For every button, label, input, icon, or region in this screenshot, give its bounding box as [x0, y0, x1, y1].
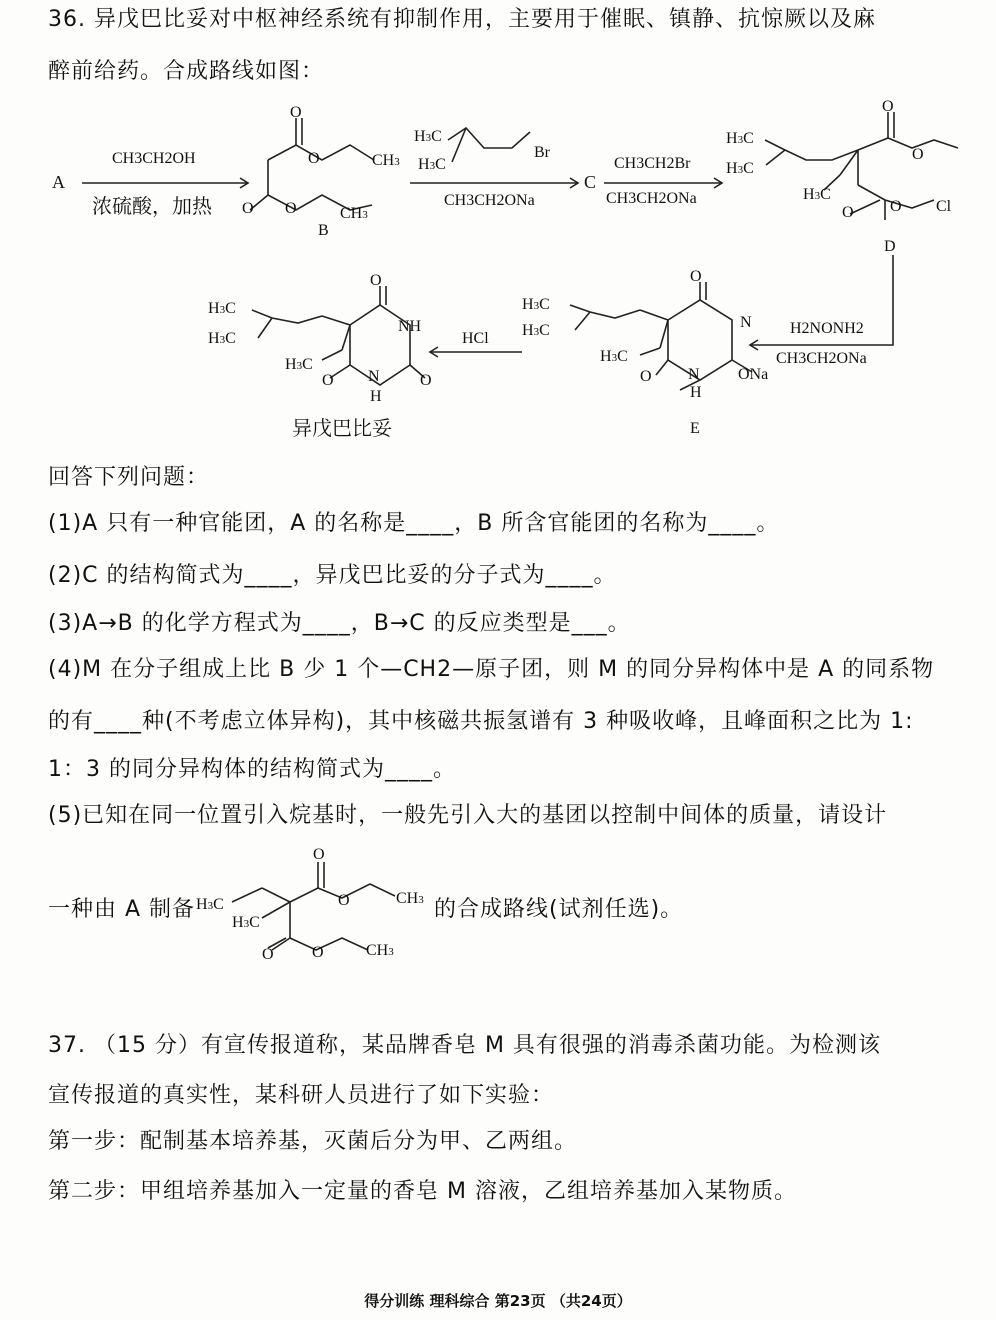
- T-H3C-mid: H3C: [232, 914, 260, 931]
- T-O-carbonyl2: O: [262, 946, 274, 963]
- P-O-top: O: [370, 272, 382, 289]
- q36-part1: (1)A 只有一种官能团，A 的名称是____，B 所含官能团的名称为____。: [48, 511, 780, 536]
- E-O-bottom: O: [640, 368, 652, 385]
- step1-reagent-bottom: 浓硫酸，加热: [92, 194, 212, 218]
- E-ONa: ONa: [738, 366, 769, 383]
- T-O-top: O: [313, 846, 325, 863]
- synthesis-scheme-drawing: [0, 0, 996, 460]
- D-O-ester1: O: [912, 146, 924, 163]
- T-O-ester2: O: [312, 944, 324, 961]
- page-footer: 得分训练 理科综合 第23页 （共24页）: [364, 1292, 632, 1310]
- label-C: C: [584, 172, 597, 192]
- q36-part5-prefix: 一种由 A 制备: [48, 897, 196, 922]
- T-CH3-right: CH3: [396, 890, 424, 907]
- q36-intro-line1: 36. 异戊巴比妥对中枢神经系统有抑制作用，主要用于催眠、镇静、抗惊厥以及麻: [48, 7, 876, 32]
- reagent-H3C-top: H3C: [414, 128, 442, 145]
- q36-prompt: 回答下列问题：: [48, 465, 210, 490]
- step1-reagent-top: CH3CH2OH: [112, 150, 196, 167]
- P-H3C-bottom: H3C: [285, 356, 313, 373]
- E-H3C-mid: H3C: [522, 322, 550, 339]
- q36-intro-line2: 醉前给药。合成路线如图：: [48, 59, 325, 84]
- E-H: H: [690, 384, 702, 401]
- P-N-bottom: N: [368, 368, 380, 385]
- B-ester-O1: O: [308, 150, 320, 167]
- B-ester-O2: O: [285, 200, 297, 217]
- reagent-H3C-bottom: H3C: [418, 156, 446, 173]
- q37-step1: 第一步：配制基本培养基，灭菌后分为甲、乙两组。: [48, 1129, 578, 1154]
- P-H3C-mid: H3C: [208, 330, 236, 347]
- E-N-bottom: N: [688, 366, 700, 383]
- label-D: D: [884, 238, 896, 255]
- P-H3C-top: H3C: [208, 300, 236, 317]
- q37-step2: 第二步：甲组培养基加入一定量的香皂 M 溶液，乙组培养基加入某物质。: [48, 1179, 797, 1204]
- q36-part5-line1: (5)已知在同一位置引入烷基时，一般先引入大的基团以控制中间体的质量，请设计: [48, 803, 888, 828]
- D-H3C-mid: H3C: [726, 160, 754, 177]
- D-O-ester2: O: [890, 198, 902, 215]
- step2-reagent-bottom: CH3CH2ONa: [444, 192, 535, 209]
- q37-line2: 宣传报道的真实性，某科研人员进行了如下实验：: [48, 1083, 555, 1108]
- step4-reagent-top: H2NONH2: [790, 320, 864, 337]
- label-E: E: [690, 420, 700, 437]
- P-O-right: O: [420, 372, 432, 389]
- q36-part2: (2)C 的结构简式为____，异戊巴比妥的分子式为____。: [48, 563, 617, 588]
- step5-reagent: HCl: [462, 330, 489, 347]
- D-H3C-bottom: H3C: [803, 186, 831, 203]
- q36-part4-line2: 的有____种(不考虑立体异构)，其中核磁共振氢谱有 3 种吸收峰，且峰面积之比为 1:: [48, 709, 914, 734]
- B-CH3-bottom: CH3: [340, 205, 368, 222]
- P-NH-right: NH: [398, 318, 422, 335]
- B-carbonyl-O: O: [290, 104, 302, 121]
- step3-reagent-bottom: CH3CH2ONa: [606, 190, 697, 207]
- reagent-Br: Br: [534, 144, 550, 161]
- step4-reagent-bottom: CH3CH2ONa: [776, 350, 867, 367]
- E-H3C-bottom: H3C: [600, 348, 628, 365]
- q37-line1: 37. （15 分）有宣传报道称，某品牌香皂 M 具有很强的消毒杀菌功能。为检测该: [48, 1033, 881, 1058]
- E-N-right: N: [740, 314, 752, 331]
- product-name: 异戊巴比妥: [292, 416, 392, 440]
- q36-part4-line1: (4)M 在分子组成上比 B 少 1 个—CH2—原子团，则 M 的同分异构体中是 A 的同系物: [48, 657, 935, 682]
- D-O-carbonyl2: O: [842, 204, 854, 221]
- T-H3C-left: H3C: [196, 896, 224, 913]
- q36-part4-line3: 1：3 的同分异构体的结构简式为____。: [48, 757, 456, 782]
- q36-part3: (3)A→B 的化学方程式为____，B→C 的反应类型是___。: [48, 611, 631, 636]
- D-Cl-fragment: Cl: [936, 198, 952, 215]
- T-CH3-bottom: CH3: [366, 942, 394, 959]
- P-H: H: [370, 388, 382, 405]
- T-O-ester1: O: [338, 892, 350, 909]
- E-O-top: O: [690, 268, 702, 285]
- B-CH3-top: CH3: [372, 152, 400, 169]
- E-H3C-top: H3C: [522, 296, 550, 313]
- D-H3C-top: H3C: [726, 130, 754, 147]
- D-O-top: O: [882, 98, 894, 115]
- q36-part5-suffix: 的合成路线(试剂任选)。: [434, 897, 684, 922]
- B-carbonyl-O2: O: [242, 200, 254, 217]
- step3-reagent-top: CH3CH2Br: [614, 155, 691, 172]
- P-O-left: O: [322, 372, 334, 389]
- label-A: A: [52, 172, 65, 192]
- label-B: B: [318, 222, 329, 239]
